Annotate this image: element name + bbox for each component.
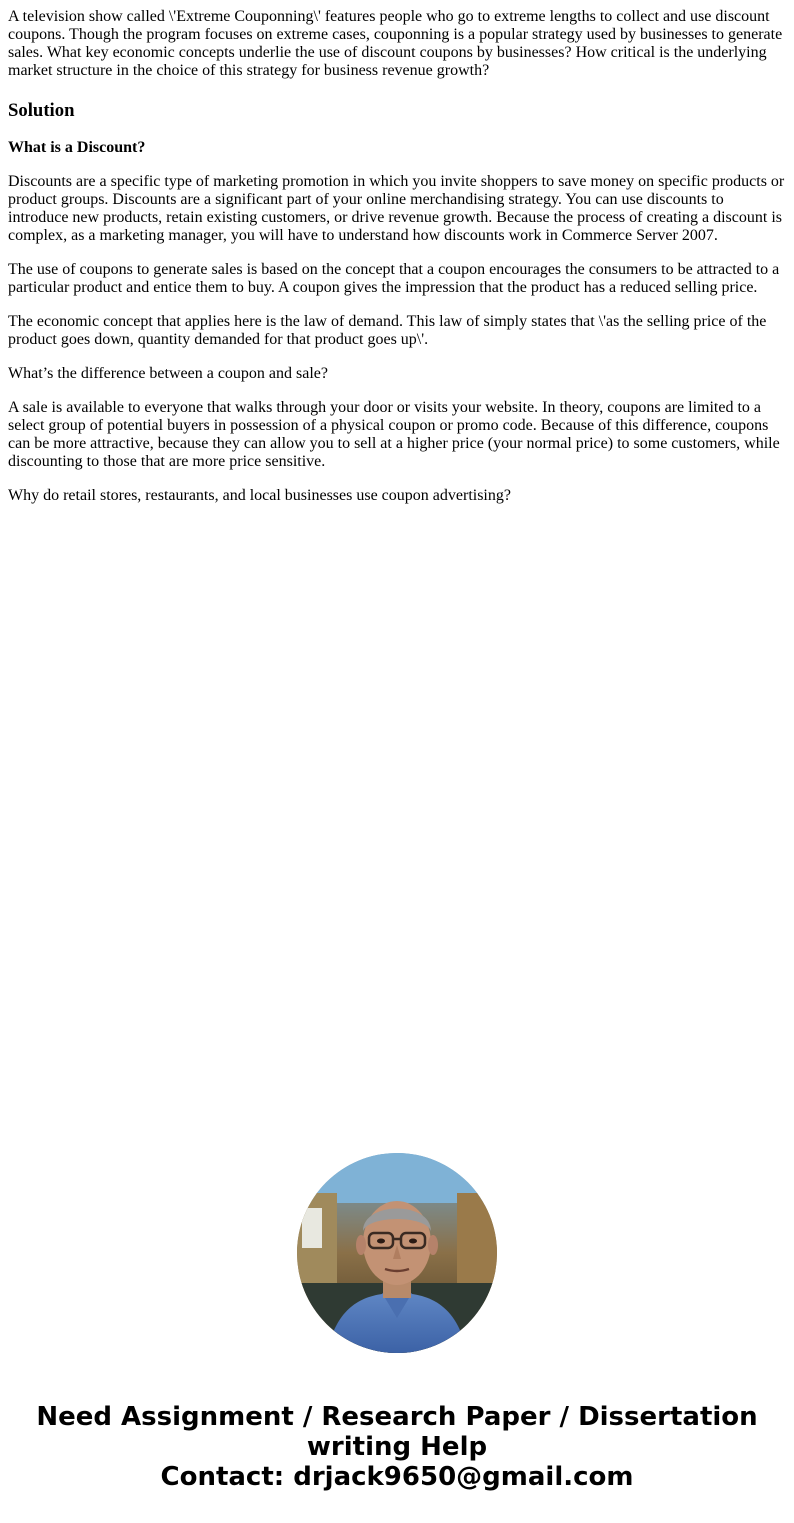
paragraph-why-coupons: Why do retail stores, restaurants, and local businesses use coupon advertising? xyxy=(8,487,511,504)
solution-heading: Solution xyxy=(8,100,75,121)
paragraph-discount-definition: Discounts are a specific type of marketing promotion in which you invite shoppers to save money on specific products or product groups. Discounts are a significant part of your online merchandising strategy. You can use discounts to introduce new products, retain existing customers, or drive revenue growth. Because the process of creating a discount is complex, as a marketing manager, you will have to understand how discounts work in Commerce Server 2007. xyxy=(8,173,785,244)
paragraph-coupon-vs-sale-question: What’s the difference between a coupon and sale? xyxy=(8,365,328,382)
article-body xyxy=(8,8,786,521)
author-avatar xyxy=(297,1153,497,1353)
question-text: A television show called \'Extreme Couponning\' features people who go to extreme lengths to collect and use discount coupons. Though the program focuses on extreme cases, couponning is a popular strategy used by businesses to generate sales. What key economic concepts underlie the use of discount coupons by businesses? How critical is the underlying market structure in the choice of this strategy for business revenue growth? xyxy=(8,8,783,79)
author-photo xyxy=(297,1153,497,1353)
contact-banner xyxy=(0,1402,794,1492)
discount-subheading: What is a Discount? xyxy=(8,139,146,156)
cta-line-1: Need Assignment / Research Paper / Dissertation xyxy=(36,1402,758,1432)
cta-line-2: writing Help xyxy=(306,1432,488,1462)
paragraph-law-of-demand: The economic concept that applies here is the law of demand. This law of simply states that \'as the selling price of the product goes down, quantity demanded for that product goes up\'. xyxy=(8,313,767,348)
paragraph-coupon-vs-sale-answer: A sale is available to everyone that walks through your door or visits your website. In theory, coupons are limited to a select group of potential buyers in possession of a physical coupon or promo code. Because of this difference, coupons can be more attractive, because they can allow you to sell at a higher price (your normal price) to some customers, while discounting to those that are more price sensitive. xyxy=(8,399,780,470)
paragraph-coupon-concept: The use of coupons to generate sales is based on the concept that a coupon encourages the consumers to be attracted to a particular product and entice them to buy. A coupon gives the impression that the product has a reduced selling price. xyxy=(8,261,780,296)
cta-contact-email[interactable]: Contact: drjack9650@gmail.com xyxy=(160,1462,634,1492)
